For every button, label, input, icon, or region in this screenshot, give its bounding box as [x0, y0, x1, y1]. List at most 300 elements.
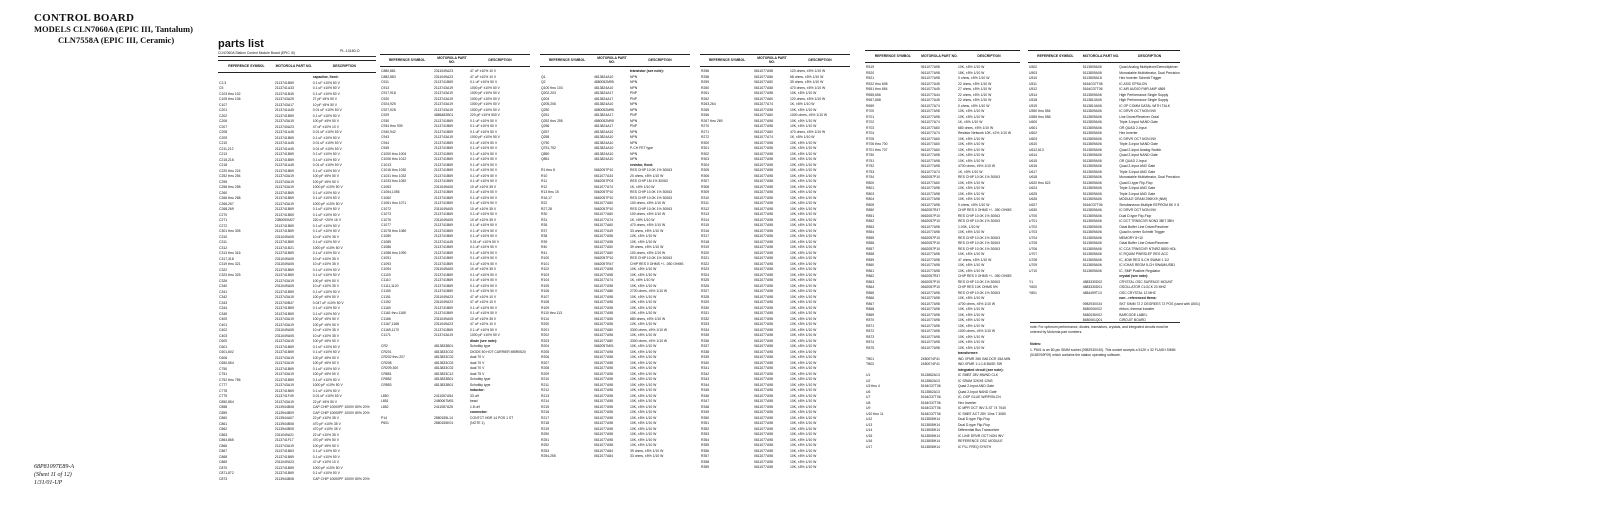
part-number: 4813833C12	[434, 371, 454, 376]
parts-column-2	[380, 54, 530, 427]
ref-symbol: U13	[866, 422, 873, 427]
ref-symbol: C1111,1120	[381, 283, 399, 288]
ref-symbol: R212	[541, 388, 550, 393]
description: IC DRVR OCT NON INV	[1119, 208, 1157, 213]
ref-symbol: R334	[701, 327, 710, 332]
description: 0.1 uF ±10% 50 V	[312, 157, 340, 162]
part-number: 0611077A98	[754, 360, 773, 365]
ref-symbol: R108	[541, 300, 550, 305]
ref-symbol: R204	[541, 344, 550, 349]
part-number: 2113741B69	[434, 157, 453, 162]
description: 10K, ±5% 1/10 W	[790, 360, 817, 365]
description: 0.1 uF ±10% 50 V	[470, 190, 498, 195]
ref-symbol: R206	[541, 355, 550, 360]
part-number: 0611077A98	[754, 190, 773, 195]
part-number: 0611077A98	[754, 377, 773, 382]
description: 10K, ±5% 1/10 W	[790, 146, 817, 151]
part-number: 2113741A45	[274, 141, 294, 146]
part-number: 2411087A25	[434, 404, 453, 409]
description: 22 uF ±10% 35 V	[312, 432, 339, 437]
ref-symbol: U601	[1029, 125, 1038, 130]
ref-symbol: C201	[219, 108, 228, 113]
part-number: 0662057P10	[920, 213, 941, 218]
part-header: MOTOROLA PART NO.	[275, 63, 313, 68]
part-number: 2113741F17	[274, 438, 294, 443]
description: CHIP RES 10K OHMS 5%	[957, 285, 998, 290]
ref-symbol: R219	[541, 426, 550, 431]
part-number: 0611077A98	[754, 454, 773, 459]
parts-list-subtitle: CLN7060A Station Control Module Board (EPIC III)	[218, 51, 295, 55]
part-number: 2113743A19	[274, 399, 294, 404]
ref-symbol: R40	[541, 245, 548, 250]
ref-symbol: R22	[541, 201, 548, 206]
description: 4700 ohms, ±5% 1/10 W	[957, 164, 996, 169]
part-number: 0662057P10	[920, 285, 941, 290]
description: REFERENCE OSC MODULE	[957, 439, 1003, 444]
part-number: 0611077A98	[754, 289, 773, 294]
description: 10K, ±5% 1/10 W	[790, 223, 817, 228]
part-number: 4813833C02	[434, 360, 454, 365]
ref-symbol: Q851	[541, 157, 550, 162]
description: 0.1 uF ±10% 50 V	[312, 212, 340, 217]
description: 10K, ±5% 1/10 W	[790, 140, 817, 145]
ref-symbol: C208	[219, 130, 228, 135]
ref-symbol: C943	[381, 135, 390, 140]
description: 0.1 uF ±10% 50 V	[312, 350, 340, 355]
description: NPN	[630, 140, 638, 145]
ref-symbol: R330	[701, 305, 710, 310]
description: 10K, ±5% 1/10 W	[630, 355, 657, 360]
part-number: 0611077A98	[754, 223, 773, 228]
part-number: 0662057P03	[594, 179, 614, 184]
ref-symbol: C867	[219, 449, 228, 454]
ref-symbol: R266	[701, 113, 710, 118]
description: 0.01 uF ±10% 50 V	[312, 394, 342, 399]
ref-symbol: C1091	[381, 256, 391, 261]
ref-symbol: R202	[541, 333, 550, 338]
part-number: 2113741B21	[274, 245, 294, 250]
ref-symbol: R217	[541, 415, 550, 420]
description: 0.1 uF ±10% 50 V	[470, 146, 498, 151]
ref-symbol: U518	[1029, 98, 1038, 103]
ref-symbol: U614	[1029, 153, 1038, 158]
part-number: 4813824A17	[594, 91, 614, 96]
desc-header: DESCRIPTION	[648, 57, 672, 62]
description: 10K, ±5% 1/10 W	[790, 256, 817, 261]
description: 0.1 uF ±10% 50 V	[312, 251, 340, 256]
ref-symbol: R210	[541, 377, 550, 382]
ref-symbol: C1016 thru 1030	[381, 168, 407, 173]
description: capacitor, fixed:	[312, 75, 339, 80]
description: RES CHIP 10.0K 1% 30063	[630, 195, 672, 200]
description: 10K, ±5% 1/10 W	[630, 371, 657, 376]
part-number: 2113944A07	[274, 416, 294, 421]
part-number: 0611077A98	[754, 338, 773, 343]
description: 33 uH	[470, 393, 480, 398]
part-number: 4880052M95	[594, 107, 614, 112]
part-number: 0611077A98	[754, 421, 773, 426]
part-number: 0611077A60	[754, 96, 773, 101]
ref-symbol: R326	[701, 283, 710, 288]
part-number: 0611077A34	[594, 173, 613, 178]
part-number: 5113809A06	[1082, 120, 1102, 125]
part-number: 0611077A98	[754, 267, 773, 272]
description: 0.1 uF ±10% 50 V	[470, 256, 498, 261]
part-number: 0611077A98	[594, 382, 613, 387]
ref-symbol: U2	[866, 378, 871, 383]
part-number: 0611077A98	[920, 109, 940, 114]
part-number: 2480074F41	[920, 356, 940, 361]
description: 10 uF ±10% 35 V	[470, 267, 497, 272]
description: 1.00K, 1/10 W	[957, 224, 980, 229]
part-number: 5113809A06	[1082, 164, 1102, 169]
ref-symbol: C1006 thru 1012	[381, 157, 407, 162]
description: IC DRVR OCT NON INV	[1119, 136, 1157, 141]
description: 1000 pF ±10% 50 V	[470, 91, 500, 96]
description: CIRCUIT BOARD	[1119, 318, 1146, 323]
ref-symbol: C345	[219, 311, 228, 316]
description: 10K, ±5% 1/10 W	[790, 377, 817, 382]
ordering-note: note: For optimum performance, diodes, transistors, crystals, and integrated circuits must be ordered by Motorola part numbers.	[1030, 322, 1180, 334]
ref-symbol: Q750	[541, 140, 550, 145]
description: 120 ohms, ±5% 1/10 W	[790, 96, 826, 101]
ref-symbol: R872	[866, 329, 875, 334]
ref-symbol: R850	[866, 208, 875, 213]
ref-symbol: R348	[701, 404, 710, 409]
ref-symbol: U17	[866, 444, 873, 449]
ref-symbol: R357	[701, 454, 710, 459]
description: IC CCA TRNSCVR NTNRZ 8800 HDL	[1119, 246, 1177, 251]
ref-symbol: C1152	[381, 300, 391, 305]
ref-symbol: C402	[219, 328, 228, 333]
description: 22 ohms, ±5% 1/10 W	[957, 92, 992, 97]
ref-symbol: R358	[701, 459, 710, 464]
description: 0.1 uF ±10% 50 V	[312, 377, 340, 382]
ref-header: REFERENCE SYMBOL	[388, 57, 426, 62]
ref-symbol: R13 thru 15	[541, 190, 559, 195]
part-number: 2113741B69	[434, 289, 453, 294]
description: 10K, ±5% 1/10 W	[790, 228, 817, 233]
part-number: 5164G37T06	[920, 411, 941, 416]
description: RES CHIP 1M 1% 30063	[630, 179, 668, 184]
part-number: 0611077A98	[920, 158, 940, 163]
part-number: 0611077A98	[754, 426, 773, 431]
ref-symbol: R329	[701, 300, 710, 305]
part-number: 0662057P10	[920, 241, 941, 246]
part-number: 2311049A05	[274, 328, 294, 333]
description: 10 uF ±10% 35 V	[470, 184, 497, 189]
ref-symbol: R12	[541, 184, 548, 189]
description: 39 ohms, ±5% 1/10 W	[630, 448, 664, 453]
part-number: 5113809A06	[1082, 257, 1102, 262]
ref-symbol: C777	[219, 383, 228, 388]
description: 10K, ±5% 1/10 W	[790, 217, 817, 222]
ref-symbol: R336	[701, 338, 710, 343]
ref-symbol: R30	[541, 212, 548, 217]
part-number: 0611077A55	[594, 316, 613, 321]
ref-symbol: R356	[701, 448, 710, 453]
ref-symbol: R208	[541, 366, 550, 371]
ref-symbol: U624	[1029, 186, 1038, 191]
part-number: 2113741A45	[274, 146, 294, 151]
description: 1000 pF ±10% 50 V	[312, 201, 343, 206]
description: OSC CRYSTAL 12 MHZ	[1119, 290, 1156, 295]
ref-symbol: C2,3	[219, 80, 227, 85]
document-title: CONTROL BOARD	[34, 12, 135, 24]
ref-symbol: R200	[541, 322, 550, 327]
part-number: 5113809A06	[1082, 175, 1102, 180]
ref-symbol: R705	[866, 136, 875, 141]
column-header	[380, 54, 530, 67]
description: 0.1 uF ±10% 50 V	[312, 240, 340, 245]
part-number: 2113741B69	[434, 162, 453, 167]
part-number: 0611077A98	[594, 437, 613, 442]
ref-symbol: C266,267	[219, 201, 234, 206]
description: RES CHIP 10.0K 1% 30063	[957, 279, 1000, 284]
ref-symbol: R350	[701, 415, 710, 420]
ref-symbol: C401	[219, 322, 228, 327]
description: PNP	[630, 96, 637, 101]
ref-symbol: C1073	[381, 212, 391, 217]
ref-symbol: U12	[866, 417, 873, 422]
part-number: 4883330D02	[1082, 279, 1103, 284]
part-number: 0611077A98	[594, 267, 613, 272]
description: 10 uF ±10% 35 V	[312, 284, 339, 289]
description: 10K, ±5% 1/10 W	[630, 344, 657, 349]
ref-symbol: R310	[701, 195, 710, 200]
part-number: 2113741B69	[274, 135, 294, 140]
ref-symbol: C1100	[381, 272, 391, 277]
description: 10K, ±5% 1/10 W	[790, 107, 817, 112]
description: 470 pF ±10% 35 V	[312, 427, 341, 432]
description: 100 pF ±5% 50 V	[312, 179, 339, 184]
ref-symbol: R250	[541, 432, 550, 437]
ref-symbol: U612,613	[1029, 147, 1044, 152]
ref-symbol: U16	[866, 439, 873, 444]
ref-symbol: C105 thru 106	[219, 97, 241, 102]
ref-symbol: R349	[701, 410, 710, 415]
ref-symbol: R263,264	[701, 102, 716, 107]
part-number: 0662057P10	[594, 168, 614, 173]
ref-symbol: U550 thru 554	[1029, 109, 1051, 114]
ref-symbol: R873	[866, 334, 875, 339]
description: 10K, ±5% 1/10 W	[790, 305, 817, 310]
part-number: 5113809A06	[1082, 65, 1102, 70]
description: RES CHIP 10.0K 1% 30063	[957, 246, 1000, 251]
part-number: 0611077A98	[920, 252, 940, 257]
ref-symbol: R864	[866, 285, 875, 290]
part-number: 0611077A98	[754, 91, 773, 96]
part-number: 0611077A98	[754, 201, 773, 206]
ref-symbol: C403	[219, 333, 228, 338]
description: 10K, ±5% 1/10 W	[790, 371, 817, 376]
ref-symbol: C1110	[381, 278, 391, 283]
ref-symbol: R16,17	[541, 195, 552, 200]
description: 100 pF ±5% 50 V	[312, 361, 339, 366]
ref-symbol: R109	[541, 305, 550, 310]
description: Simultaneous Multiple EEPROM 8K X 8	[1119, 202, 1180, 207]
description: 0.01 uF ±10% 50 V	[470, 239, 500, 244]
part-number: 2311049A05	[274, 284, 294, 289]
ref-symbol: C860	[219, 416, 228, 421]
part-number: 2113741A45	[274, 163, 294, 168]
part-number: 2113741B69	[274, 207, 294, 212]
part-number: 2113741B69	[434, 256, 453, 261]
ref-symbol: C924,925	[381, 102, 396, 107]
part-number: 2311049A23	[434, 294, 453, 299]
ref-symbol: L852	[381, 404, 389, 409]
description: 1000 pF ±10% 50 V	[470, 85, 500, 90]
part-number: 0611077A98	[754, 393, 773, 398]
part-number: 2311049A23	[434, 69, 453, 74]
part-number: 0611077A98	[754, 311, 773, 316]
models-line-1: MODELS CLN7060A (EPIC III, Tantalum)	[34, 24, 193, 34]
description: 0.1 uF ±10% 50 V	[312, 366, 340, 371]
ref-header: REFERENCE SYMBOL	[1037, 53, 1074, 58]
ref-symbol: C341	[219, 289, 228, 294]
part-number: 0611077A98	[920, 202, 940, 207]
part-number: 2113741B69	[434, 327, 453, 332]
part-number: 5113809A06	[1082, 147, 1102, 152]
ref-symbol: Y1	[1029, 279, 1034, 284]
description: 10K, ±5% 1/10 W	[630, 377, 657, 382]
ref-symbol: C207	[219, 124, 228, 129]
description: 10K, ±5% 1/10 W	[790, 234, 817, 239]
ref-symbol: U620 thru 622	[1029, 180, 1051, 185]
part-number: 2113743A19	[434, 333, 453, 338]
ref-symbol: R320	[701, 250, 710, 255]
footer-date: 1/31/01-UP	[34, 480, 63, 486]
part-number: 4813824A10	[594, 146, 614, 151]
description: 10K, ±5% 1/10 W	[790, 410, 817, 415]
description: 470 pF ±5% 50 V	[312, 438, 339, 443]
part-number: 5113809A06	[1082, 191, 1102, 196]
ref-symbol: Q258	[541, 135, 550, 140]
description: 10K, ±5% 1/10 W	[957, 230, 985, 235]
part-number: 5113808H14	[920, 428, 940, 433]
part-number: 2113743A19	[274, 119, 294, 124]
part-number: 0611077A98	[754, 465, 773, 470]
ref-symbol: C326	[219, 278, 228, 283]
part-number: 0611077A98	[754, 151, 773, 156]
ref-symbol: C210	[219, 141, 228, 146]
ref-symbol: C864,865	[219, 438, 234, 443]
part-number: 0662057P10	[594, 190, 614, 195]
description: 0.1 uF ±10% 50 V	[470, 162, 498, 167]
part-number: 0611077A74	[594, 278, 613, 283]
ref-symbol: U703	[1029, 230, 1038, 235]
part-number: 0611077A60	[920, 125, 940, 130]
part-number: 0611077A98	[754, 327, 773, 332]
ref-symbol: R339	[701, 355, 710, 360]
ref-symbol: R209	[541, 371, 550, 376]
description: P-CH FET type	[630, 146, 653, 151]
table-row	[865, 445, 1020, 451]
ref-symbol: R1 thru 8	[541, 168, 555, 173]
part-number: 0611077A98	[594, 294, 613, 299]
part-number: 5113809A06	[1082, 180, 1102, 185]
part-number: 0611077A98	[920, 301, 940, 306]
description: Triple 3-Input AND Gate	[1119, 186, 1156, 191]
part-number: 0611077A98	[754, 162, 773, 167]
ref-symbol: C215,216	[219, 157, 234, 162]
ref-symbol: R271	[701, 129, 710, 134]
description: 0.1 uF ±10% 50 V	[470, 151, 498, 156]
description: 10K, ±5% 1/10 W	[790, 195, 817, 200]
ref-symbol: C260	[219, 190, 228, 195]
notes-block	[1030, 322, 1180, 357]
ref-symbol: C218	[219, 163, 228, 168]
part-number: 0611077A98	[754, 448, 773, 453]
part-number: 0611077A98	[754, 228, 773, 233]
description: 0 ohms, ±5% 1/10 W	[957, 76, 990, 81]
ref-symbol: R871	[866, 323, 875, 328]
description: MEMORY 8+10	[1119, 235, 1143, 240]
ref-symbol: R520	[866, 70, 875, 75]
description: RES CHIP 10.0K 1% 30063	[630, 190, 672, 195]
description: Resistor Network 10K, ±2% 1/10 W	[957, 131, 1012, 136]
part-number: 0611077A98	[920, 268, 940, 273]
part-number: 5113808H14	[920, 444, 940, 449]
ref-symbol: R11	[541, 179, 547, 184]
ref-symbol: C209	[219, 135, 228, 140]
part-number: 0611077A98	[594, 443, 613, 448]
ref-symbol: R343	[701, 377, 710, 382]
description: 47 uF ±10% 10 V	[470, 294, 497, 299]
description: 10K, ±5% 1/10 W	[630, 426, 657, 431]
part-number: 2880155L14	[434, 415, 453, 420]
part-number: 0611077A98	[754, 322, 773, 327]
description: 10K, ±5% 1/10 W	[790, 245, 817, 250]
ref-symbol: R874	[866, 340, 875, 345]
description: 10K, ±5% 1/10 W	[630, 305, 657, 310]
part-number: 2113743A19	[274, 179, 294, 184]
description: 0.1 uF ±10% 50 V	[470, 129, 498, 134]
ref-symbol: R31	[541, 217, 548, 222]
part-number: 2113944B09	[274, 410, 294, 415]
ref-symbol: C858	[219, 405, 228, 410]
part-number: 5113809A06	[1082, 125, 1102, 130]
ref-symbol: R347	[701, 399, 710, 404]
description: 10K, ±5% 1/10 W	[630, 366, 657, 371]
ref-symbol: R37	[541, 228, 548, 233]
description: 10K, ±5% 1/10 W	[630, 300, 657, 305]
part-number: 5480036X02	[1082, 312, 1102, 317]
ref-symbol: R323	[701, 267, 710, 272]
description: Schottky type	[470, 377, 491, 382]
part-number: 0611077A60	[594, 250, 613, 255]
ref-symbol: Q257	[541, 129, 550, 134]
part-number: 0611077A60	[920, 147, 940, 152]
ref-symbol: R522 thru 608	[866, 81, 888, 86]
part-number: 4813824A10	[594, 140, 614, 145]
part-number: 0611077A98	[754, 157, 773, 162]
description: 0.01 uF ±10% 50 V	[312, 130, 342, 135]
ref-symbol: R272	[701, 135, 710, 140]
ref-symbol: C1088 thru 1090	[381, 250, 407, 255]
part-number: 0611077A60	[920, 180, 940, 185]
part-number: 0611077A98	[754, 206, 773, 211]
ref-symbol: R319	[701, 245, 710, 250]
part-number: 2113741B69	[434, 118, 453, 123]
description: 0.1 uF ±10% 50 V	[470, 272, 498, 277]
description: NPN	[630, 118, 638, 123]
part-number: 0611077A98	[754, 316, 773, 321]
ref-symbol: U10 thru 11	[866, 411, 884, 416]
table-row	[700, 465, 850, 471]
part-number: 4813824A10	[594, 157, 614, 162]
parts-column-1	[218, 60, 376, 482]
